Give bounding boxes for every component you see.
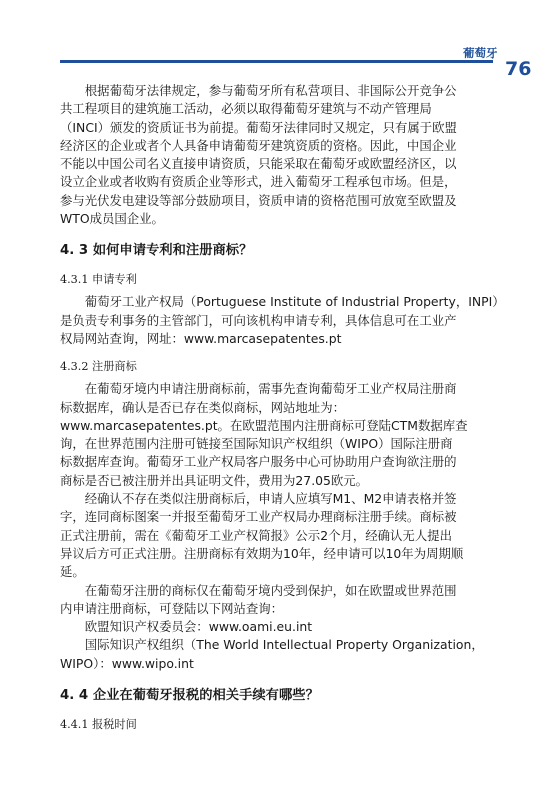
running-header-label: 葡萄牙 xyxy=(463,46,498,60)
page-body xyxy=(60,82,519,738)
paragraph-patent: 葡萄牙工业产权局（Portuguese Institute of Industrial Property，INPI） 是负责专利事务的主管部门，可向该机构申请专利，具体信息可在工业产 权局网站查询，网址：www.marcasepatentes.pt xyxy=(60,294,505,346)
paragraph-qualification: 根据葡萄牙法律规定，参与葡萄牙所有私营项目、非国际公开竞争公 共工程项目的建筑施工活动，必须以取得葡萄牙建筑与不动产管理局 （INCI）颁发的资质证书为前提。葡萄牙法律同时又规定，只有属于欧盟 经济区的企业或者个人具备申请葡萄牙建筑资质的资格。因此，中国企业 不能以中国公司名义直接申请资质，只能采取在葡萄牙或欧盟经济区，以 设立企业或者收购有资质企业等形式，进入葡萄牙工程承包市场。但是， 参与光伏发电建设等部分鼓励项目，资质申请的资格范围可放宽至欧盟及 WTO成员国企业。 xyxy=(60,83,457,227)
paragraph-trademark-search: 在葡萄牙境内申请注册商标前，需事先查询葡萄牙工业产权局注册商 标数据库，确认是否已存在类似商标，网站地址为： www.marcasepatentes.pt。在欧盟范围内注册商标可登陆CTM数据库查 询，在世界范围内注册可链接至国际知识产权组织（WIPO）国际注册商 标数据库查询。葡萄牙工业产权局客户服务中心可协助用户查询欲注册的 商标是否已被注册并出具证明文件，费用为27.05欧元。 xyxy=(60,381,468,488)
subsection-heading-4-4-1: 4.4.1 报税时间 xyxy=(60,718,137,732)
section-heading-4-3: 4. 3 如何申请专利和注册商标？ xyxy=(60,243,253,259)
paragraph-trademark-registration: 经确认不存在类似注册商标后，申请人应填写M1、M2申请表格并签 字，连同商标图案一并报至葡萄牙工业产权局办理商标注册手续。商标被 正式注册前，需在《葡萄牙工业产权简报》公示2个月，经确认无人提出 异议后方可正式注册。注册商标有效期为10年，经申请可以10年为周期顺 延。 xyxy=(60,491,464,580)
subsection-heading-4-3-2: 4.3.2 注册商标 xyxy=(60,360,137,374)
subsection-heading-4-3-1: 4.3.1 申请专利 xyxy=(60,273,137,287)
section-heading-4-4: 4. 4 企业在葡萄牙报税的相关手续有哪些？ xyxy=(60,688,319,704)
paragraph-trademark-scope: 在葡萄牙注册的商标仅在葡萄牙境内受到保护，如在欧盟或世界范围 内申请注册商标，可登陆以下网站查询： xyxy=(60,582,457,616)
header-rule xyxy=(60,60,493,63)
paragraph-wipo: 国际知识产权组织（The World Intellectual Property Organization， WIPO）：www.wipo.int xyxy=(60,637,484,671)
page-number: 76 xyxy=(505,58,532,80)
paragraph-oami: 欧盟知识产权委员会：www.oami.eu.int xyxy=(84,619,313,635)
